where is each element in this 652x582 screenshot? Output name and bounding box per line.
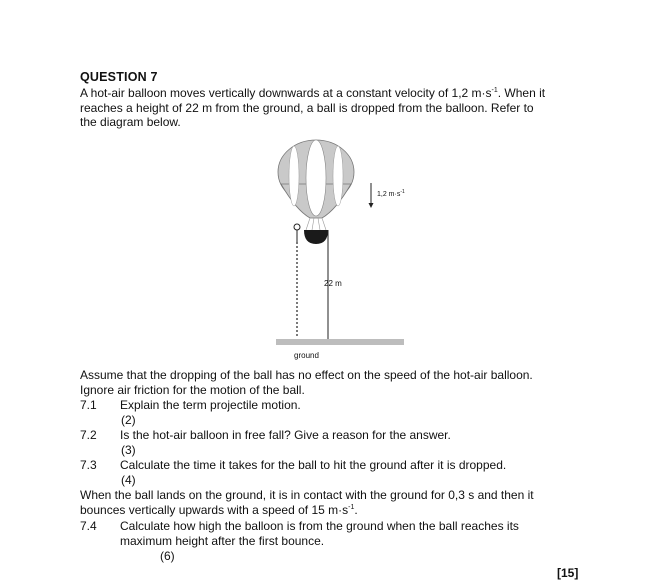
assumption-line-2: Ignore air friction for the motion of the ball. — [80, 382, 305, 397]
question-title: QUESTION 7 — [80, 70, 158, 84]
item-text: Explain the term projectile motion. — [120, 398, 301, 412]
assumption-line-1: Assume that the dropping of the ball has no effect on the speed of the hot-air balloon. — [80, 368, 533, 382]
total-marks: [15] — [557, 566, 579, 580]
item-text: Calculate how high the balloon is from the ground when the ball reaches its maximum height after the first bounce. — [120, 519, 519, 548]
item-text: Calculate the time it takes for the ball to hit the ground after it is dropped. — [120, 458, 507, 472]
balloon-envelope — [278, 140, 354, 230]
balloon-diagram — [260, 130, 420, 370]
height-label: 22 m — [324, 279, 342, 288]
item-text: Is the hot-air balloon in free fall? Give a reason for the answer. — [120, 428, 451, 442]
item-marks: (2) — [121, 413, 136, 427]
ground-surface — [276, 339, 404, 345]
ball — [294, 224, 300, 230]
intro-line-2: reaches a height of 22 m from the ground, a ball is dropped from the balloon. Refer to — [80, 100, 534, 115]
bounce-paragraph — [80, 488, 600, 517]
item-number: 7.2 — [80, 428, 97, 442]
intro-line-1: A hot-air balloon moves vertically downwards at a constant velocity of 1,2 $m\cdot s^{-1}$. When it — [80, 86, 546, 100]
item-marks: (3) — [121, 443, 136, 457]
balloon-basket — [304, 230, 328, 244]
bounce-line-2: bounces vertically upwards with a speed of 15 $m\cdot s^{-1}$. — [80, 502, 358, 517]
item-number: 7.3 — [80, 458, 97, 472]
intro-line-3: the diagram below. — [80, 115, 181, 129]
item-number: 7.1 — [80, 398, 97, 412]
bounce-line-1: When the ball lands on the ground, it is in contact with the ground for 0,3 s and then it — [80, 488, 534, 502]
velocity-arrow-icon — [369, 183, 374, 208]
velocity-label: 1,2 $m\cdot s^{-1}$ — [377, 189, 405, 198]
assumptions-paragraph — [80, 368, 600, 397]
intro-paragraph — [80, 86, 600, 130]
ground-label: ground — [294, 351, 319, 360]
item-marks: (6) — [160, 549, 175, 563]
item-number: 7.4 — [80, 519, 97, 533]
item-marks: (4) — [121, 473, 136, 487]
